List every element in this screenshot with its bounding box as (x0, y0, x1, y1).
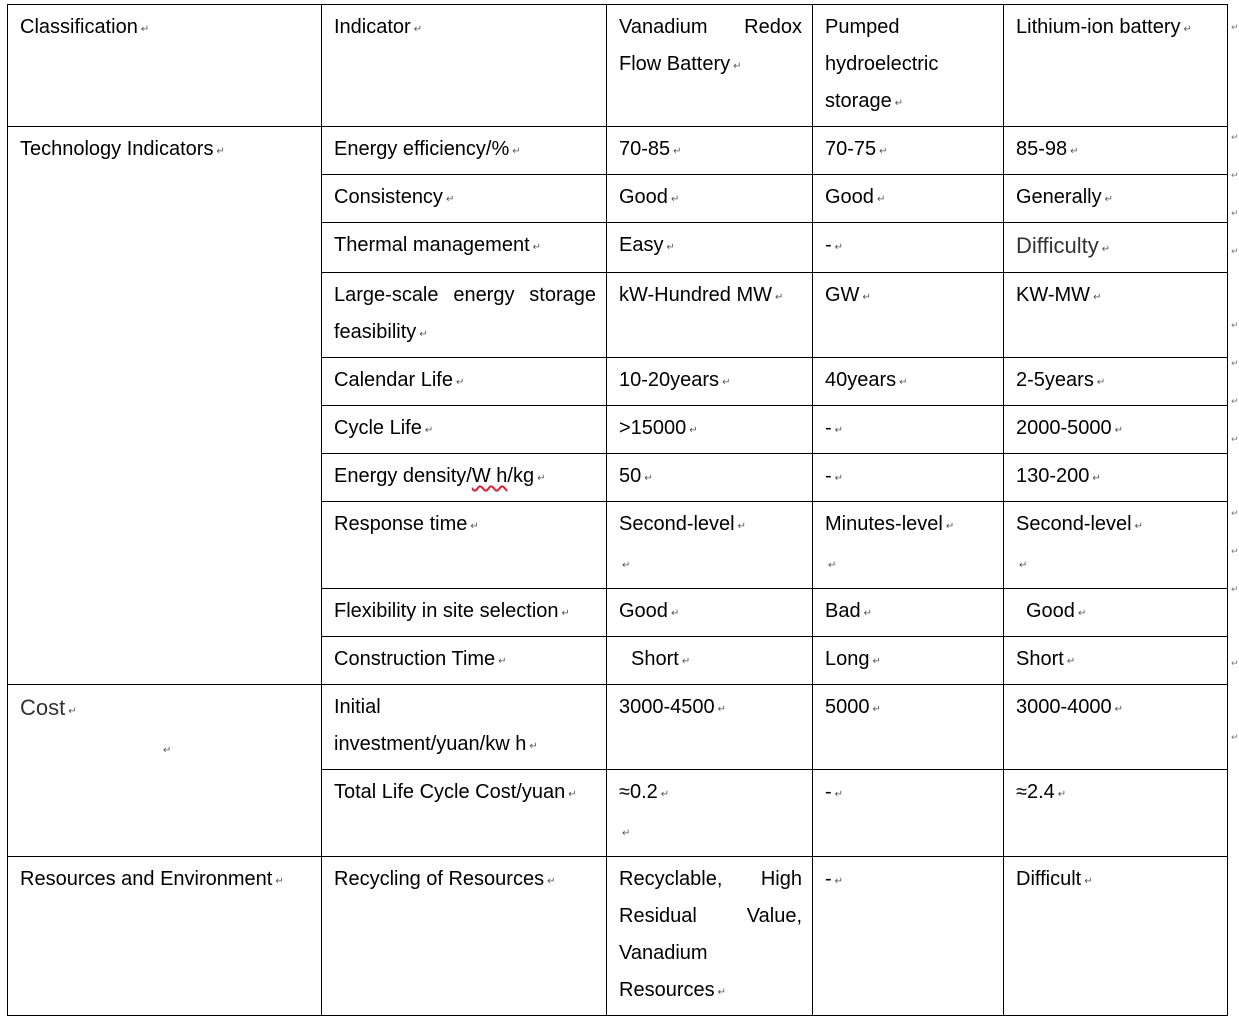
cell-indicator: Flexibility in site selection ↵ (322, 589, 607, 637)
cell-pumped: - ↵ (813, 406, 1004, 454)
row-end-mark: ↵ (1231, 658, 1239, 668)
cell-lithium: 3000-4000 ↵ (1004, 685, 1228, 770)
cell-pumped: Minutes-level ↵ ↵ (813, 502, 1004, 589)
group-technology: Technology Indicators ↵ (8, 127, 322, 685)
cell-pumped: - ↵ (813, 454, 1004, 502)
cell-lithium: Second-level ↵ ↵ (1004, 502, 1228, 589)
cell-pumped: - ↵ (813, 770, 1004, 857)
cell-indicator: Energy density/W h/kg ↵ (322, 454, 607, 502)
header-vrfb: Vanadium Redox Flow Battery ↵ (607, 5, 813, 127)
cell-vrfb: Short ↵ (607, 637, 813, 685)
cell-vrfb: Good ↵ (607, 589, 813, 637)
cell-lithium: Generally ↵ (1004, 175, 1228, 223)
cell-lithium: KW-MW ↵ (1004, 273, 1228, 358)
row-end-mark: ↵ (1231, 434, 1239, 444)
row-end-mark: ↵ (1231, 320, 1239, 330)
cell-indicator: Recycling of Resources ↵ (322, 857, 607, 1016)
table-row (8, 127, 1228, 175)
row-end-mark: ↵ (1231, 170, 1239, 180)
cell-pumped: 70-75 ↵ (813, 127, 1004, 175)
comparison-table (7, 4, 1228, 1016)
cell-lithium: ≈2.4 ↵ (1004, 770, 1228, 857)
cell-vrfb: kW-Hundred MW ↵ (607, 273, 813, 358)
cell-pumped: Good ↵ (813, 175, 1004, 223)
table-row (8, 857, 1228, 1016)
cell-lithium: 2-5years ↵ (1004, 358, 1228, 406)
cell-indicator: Total Life Cycle Cost/yuan ↵ (322, 770, 607, 857)
group-resources: Resources and Environment ↵ (8, 857, 322, 1016)
cell-pumped: GW ↵ (813, 273, 1004, 358)
cell-vrfb: >15000 ↵ (607, 406, 813, 454)
cell-indicator: Response time ↵ (322, 502, 607, 589)
row-end-mark: ↵ (1231, 246, 1239, 256)
cell-pumped: - ↵ (813, 223, 1004, 273)
cell-vrfb: ≈0.2 ↵ ↵ (607, 770, 813, 857)
cell-vrfb: Recyclable, High Residual Value, Vanadium Resources ↵ (607, 857, 813, 1016)
cell-indicator: Calendar Life ↵ (322, 358, 607, 406)
cell-vrfb: 10-20years ↵ (607, 358, 813, 406)
cell-indicator: Construction Time ↵ (322, 637, 607, 685)
cell-pumped: 40years ↵ (813, 358, 1004, 406)
header-pumped: Pumped hydroelectric storage ↵ (813, 5, 1004, 127)
row-end-mark: ↵ (1231, 22, 1239, 32)
cell-pumped: Long ↵ (813, 637, 1004, 685)
header-lithium: Lithium-ion battery ↵ (1004, 5, 1228, 127)
cell-lithium: 130-200 ↵ (1004, 454, 1228, 502)
cell-pumped: Bad ↵ (813, 589, 1004, 637)
cell-vrfb: 70-85 ↵ (607, 127, 813, 175)
cell-indicator: Large-scale energy storage feasibility ↵ (322, 273, 607, 358)
group-cost: Cost ↵ ↵ (8, 685, 322, 857)
header-classification: Classification ↵ (8, 5, 322, 127)
cell-indicator: Initial investment/yuan/kw h ↵ (322, 685, 607, 770)
row-end-mark: ↵ (1231, 208, 1239, 218)
cell-pumped: - ↵ (813, 857, 1004, 1016)
cell-lithium: Difficulty ↵ (1004, 223, 1228, 273)
row-end-mark: ↵ (1231, 732, 1239, 742)
cell-vrfb: 50 ↵ (607, 454, 813, 502)
cell-indicator: Cycle Life ↵ (322, 406, 607, 454)
table-row (8, 685, 1228, 770)
cell-indicator: Consistency ↵ (322, 175, 607, 223)
cell-vrfb: Second-level ↵ ↵ (607, 502, 813, 589)
cell-indicator: Energy efficiency/% ↵ (322, 127, 607, 175)
row-end-mark: ↵ (1231, 132, 1239, 142)
row-end-mark: ↵ (1231, 546, 1239, 556)
cell-vrfb: Easy ↵ (607, 223, 813, 273)
cell-lithium: Good ↵ (1004, 589, 1228, 637)
cell-indicator: Thermal management ↵ (322, 223, 607, 273)
row-end-mark: ↵ (1231, 508, 1239, 518)
cell-lithium: Short ↵ (1004, 637, 1228, 685)
cell-vrfb: 3000-4500 ↵ (607, 685, 813, 770)
cell-vrfb: Good ↵ (607, 175, 813, 223)
cell-lithium: 85-98 ↵ (1004, 127, 1228, 175)
cell-pumped: 5000 ↵ (813, 685, 1004, 770)
cell-lithium: 2000-5000 ↵ (1004, 406, 1228, 454)
row-end-mark: ↵ (1231, 358, 1239, 368)
header-row (8, 5, 1228, 127)
header-indicator: Indicator ↵ (322, 5, 607, 127)
row-end-mark: ↵ (1231, 584, 1239, 594)
cell-lithium: Difficult ↵ (1004, 857, 1228, 1016)
spellcheck-underline: W h (471, 465, 508, 487)
row-end-mark: ↵ (1231, 396, 1239, 406)
